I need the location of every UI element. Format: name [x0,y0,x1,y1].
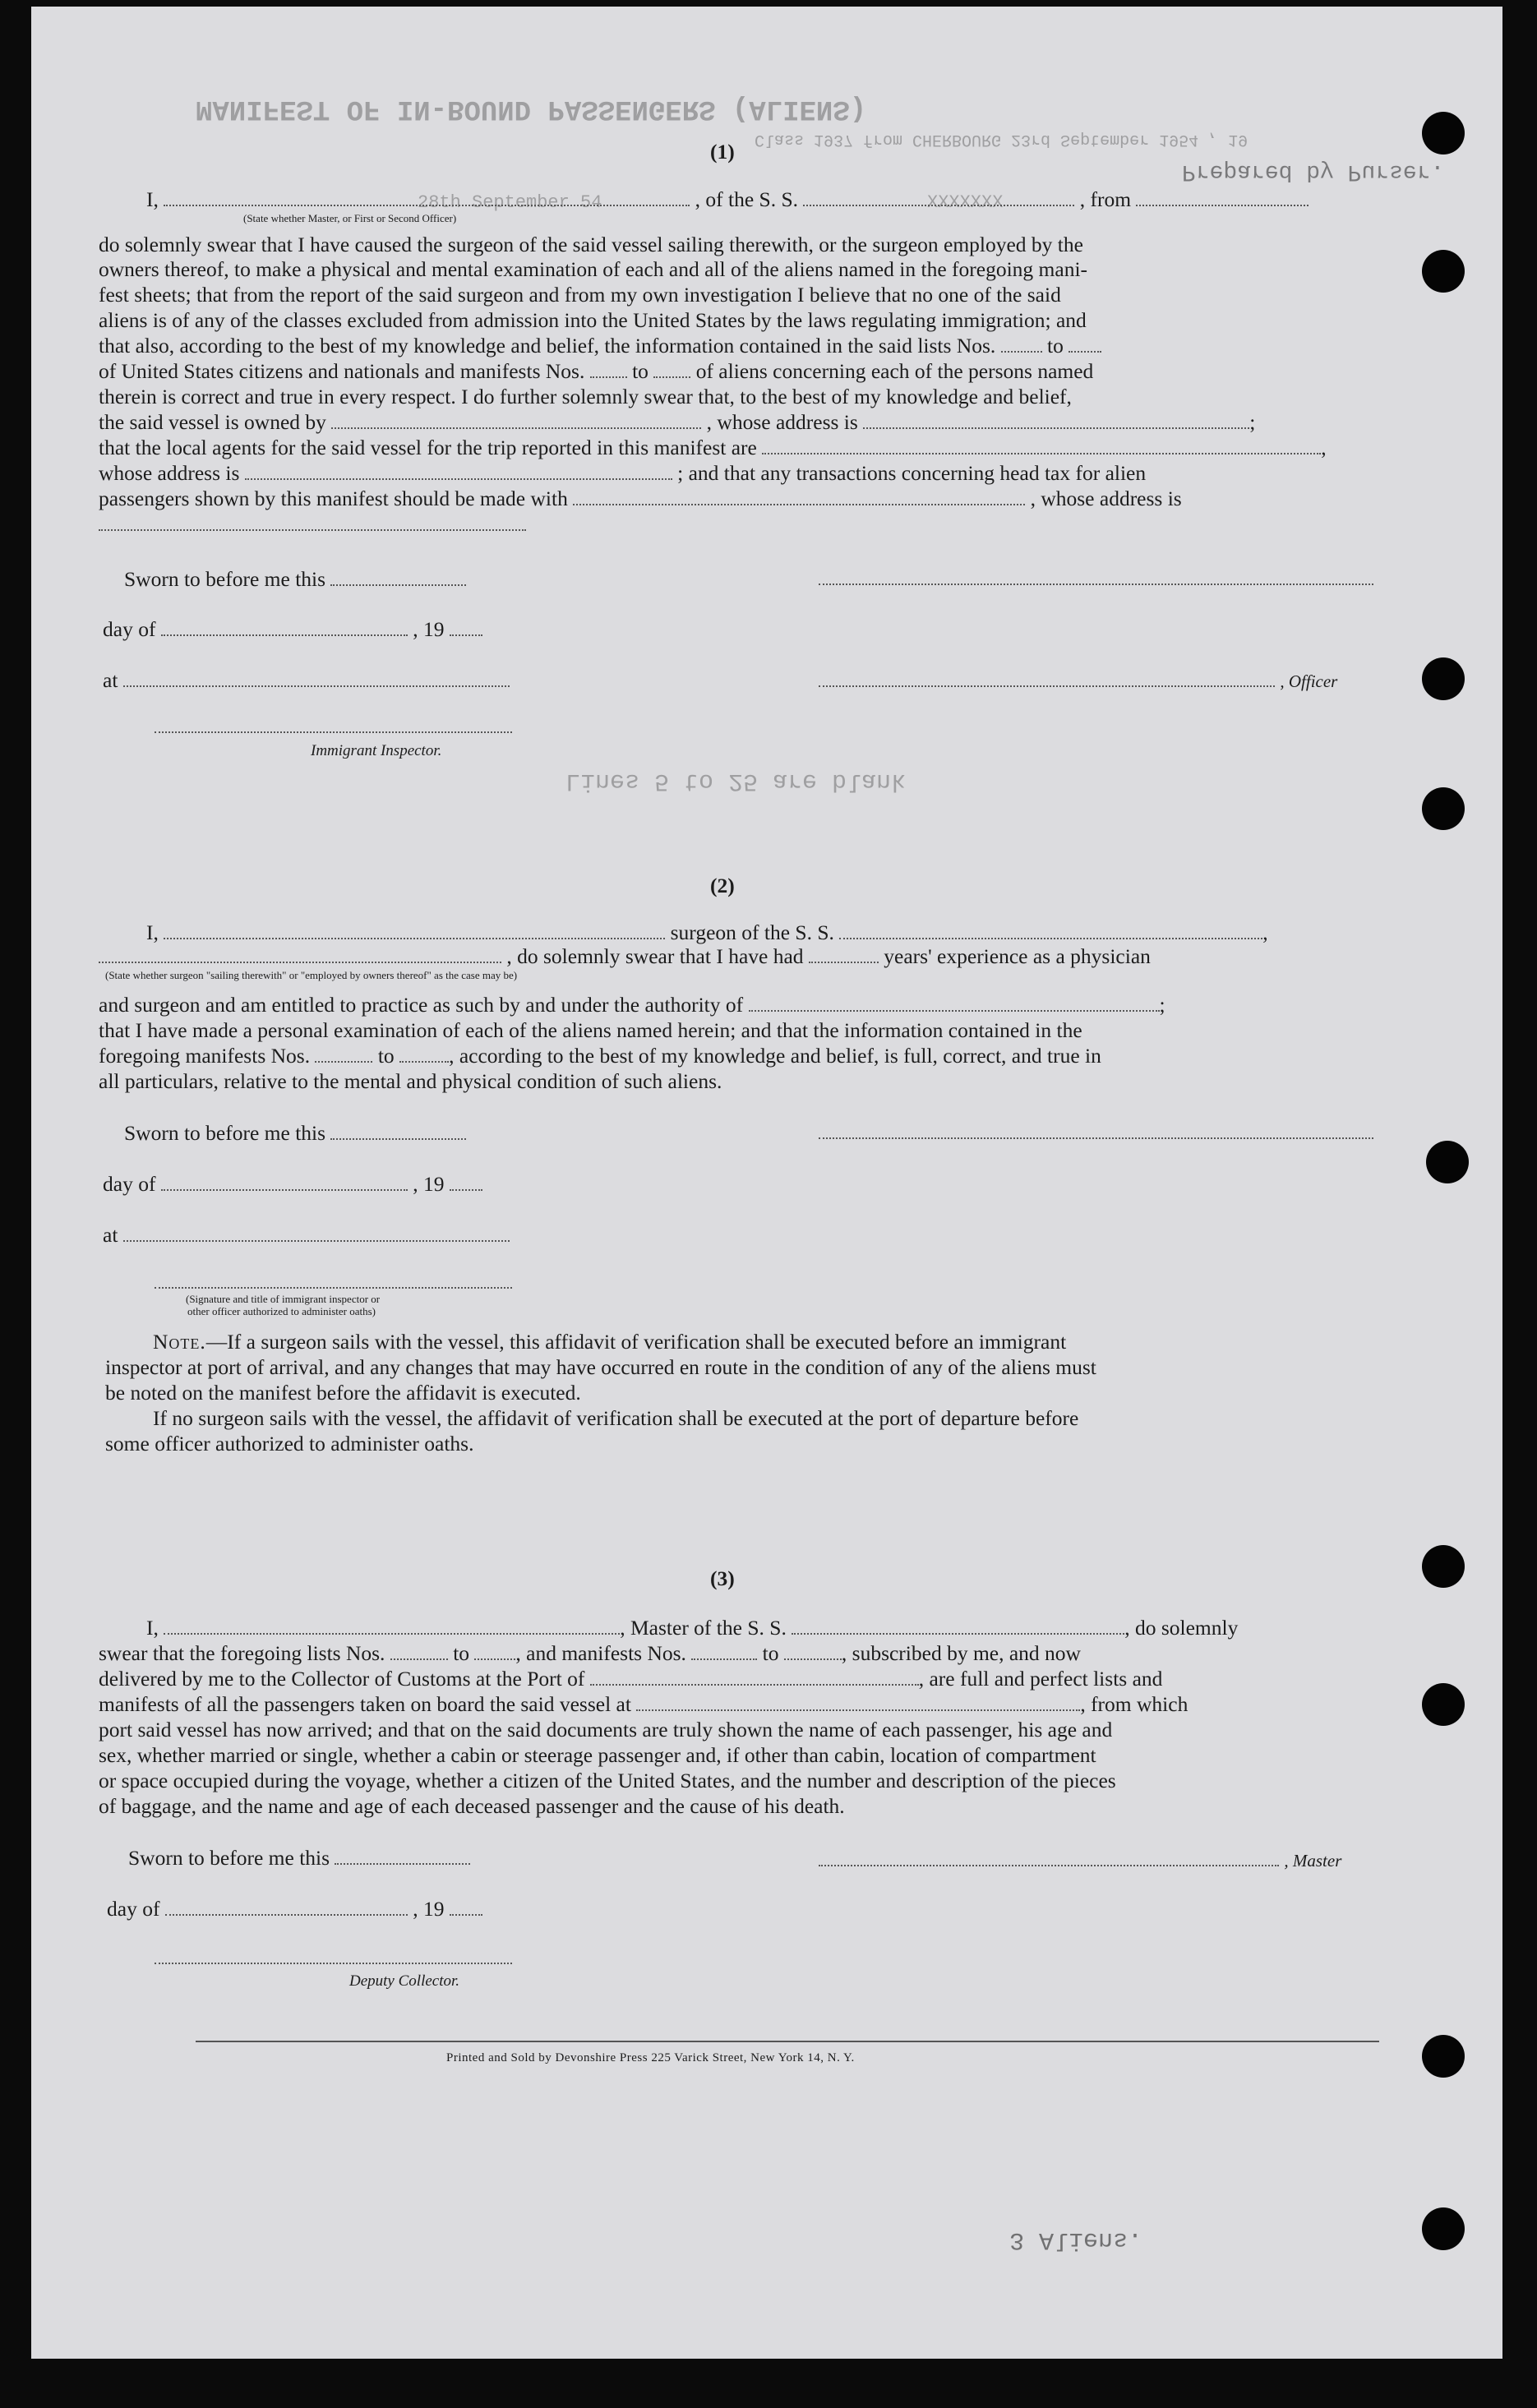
section-1-day-of-label: day of [103,617,156,641]
agent-address-field[interactable] [245,462,672,480]
from-label: , from [1079,187,1132,211]
note-label: Note. [153,1330,206,1354]
section-2-sworn [124,1121,466,1146]
section-3-year-field[interactable] [450,1898,482,1916]
manifests-to-label: to [632,359,648,383]
section-2-surgeon-sig-line[interactable] [819,1136,1373,1139]
section-1-para-line-6 [99,359,1093,384]
section-2-line-i: I, surgeon of the S. S. , [146,920,1268,944]
surgeon-type-field[interactable] [99,945,501,963]
punch-hole-3 [1422,657,1465,700]
manifest-page [31,7,1502,2359]
footer-rule [196,2041,1379,2042]
section-2-para-line-2: that I have made a personal examination of each of the aliens named herein; and that the information contained in the [99,1018,1082,1042]
local-agents-text: that the local agents for the said vessel for the trip reported in this manifest are [99,436,757,459]
section-3-line-4 [99,1692,1188,1717]
master-label: , Master [1284,1851,1342,1871]
section-3-day-of [107,1897,482,1921]
section-1-sworn [124,567,466,592]
deputy-collector-label: Deputy Collector. [349,1972,460,1990]
note-text-1: —If a surgeon sails with the vessel, this affidavit of verification shall be executed before an immigrant [205,1330,1067,1354]
lists-to-field[interactable] [1069,334,1101,353]
section-3-lists-from-field[interactable] [390,1642,448,1660]
passengers-shown-text: passengers shown by this manifest should be made with [99,487,568,510]
surgeon-name-field[interactable] [164,921,665,939]
section-1-para-line-12 [99,512,526,537]
ghost-aliens-count: 3 Aliens. [1009,2226,1143,2253]
lists-from-field[interactable] [1001,334,1042,353]
section-2-day-of-label: day of [103,1172,156,1196]
section-1-at-field[interactable] [123,669,510,687]
master-name-field[interactable] [164,1617,620,1635]
note-line-4: If no surgeon sails with the vessel, the affidavit of verification shall be executed at the port of departure before [153,1406,1079,1430]
section-1-para-line-1: do solemnly swear that I have caused the surgeon of the said vessel sailing therewith, or the surgeon employed by the [99,233,1083,256]
master-vessel-field[interactable] [792,1617,1124,1635]
head-tax-text: ; and that any transactions concerning head tax for alien [677,461,1147,485]
section-1-inspector-line[interactable] [155,730,512,733]
section-1-para-line-7: therein is correct and true in every respect. I do further solemnly swear that, to the best of my knowledge and belief, [99,385,1072,408]
section-1-at [103,668,510,693]
authority-text: and surgeon and am entitled to practice as such by and under the authority of [99,993,744,1017]
section-3-manifests-to-field[interactable] [784,1642,842,1660]
section-1-i-label: I, [146,187,159,211]
section-2-month-field[interactable] [161,1173,408,1191]
years-experience-label: years' experience as a physician [884,944,1151,968]
note-line-1 [153,1330,1066,1354]
section-3-year-label: , 19 [413,1897,445,1921]
section-1-officer-field[interactable] [819,669,1275,687]
lists-nos-text: that also, according to the best of my knowledge and belief, the information contained in the said lists Nos. [99,334,996,358]
section-1-para-line-11 [99,487,1182,511]
section-1-sworn-day-field[interactable] [330,568,466,586]
section-3-sworn-day-field[interactable] [335,1847,470,1865]
of-the-ss-label: , of the S. S. [695,187,799,211]
section-3-para-line-4: of baggage, and the name and age of each deceased passenger and the cause of his death. [99,1794,845,1818]
section-3-month-field[interactable] [165,1898,408,1916]
whose-address-label-2: , whose address is [1030,487,1182,510]
section-1-officer-sig-line[interactable] [819,582,1373,585]
port-of-departure-field[interactable] [636,1693,1080,1711]
section-2-year-field[interactable] [450,1173,482,1191]
manifests-to-field[interactable] [653,360,690,378]
section-3-para-line-3: or space occupied during the voyage, whether a citizen of the United States, and the number and description of the pieces [99,1769,1116,1792]
section-1-line-i [146,187,1309,212]
section-2-manifests-from-field[interactable] [315,1045,372,1063]
section-2-para-line-1: and surgeon and am entitled to practice as such by and under the authority of ; [99,993,1165,1017]
section-3-lists-to-label: to [453,1641,470,1665]
note-line-3: be noted on the manifest before the affidavit is executed. [105,1381,581,1405]
are-full-text: , are full and perfect lists and [918,1667,1163,1691]
prepared-by-ghost: Prepared by Purser. [1182,159,1445,184]
section-2-state-note: (State whether surgeon "sailing therewith" or "employed by owners thereof" as the case may be) [105,969,518,981]
punch-hole-6 [1422,1545,1465,1588]
ghost-subtitle: Class 1937 from CHERBOURG 23rd September 1954 , 19 [755,130,1249,149]
section-2-sworn-day-field[interactable] [330,1122,466,1140]
section-2-signature-line[interactable] [155,1285,512,1289]
section-3-manifests-from-field[interactable] [691,1642,757,1660]
aliens-concerning-text: of aliens concerning each of the persons named [695,359,1094,383]
section-3-number: (3) [710,1566,735,1590]
section-1-para-line-4: aliens is of any of the classes excluded from admission into the United States by the laws regulating immigration; and [99,308,1087,332]
section-3-para-line-1: port said vessel has now arrived; and that on the said documents are truly shown the name of each passenger, his age and [99,1718,1113,1741]
authority-field[interactable] [749,994,1160,1012]
ghost-vessel: XXXXXXX [927,192,1004,213]
foregoing-manifests-text: foregoing manifests Nos. [99,1044,311,1068]
section-3-lists-to-field[interactable] [474,1642,515,1660]
section-2-para-line-3 [99,1044,1101,1068]
owned-by-text: the said vessel is owned by [99,410,326,434]
officer-name-field[interactable] [164,188,690,206]
section-2-i-label: I, [146,920,159,944]
note-line-5: some officer authorized to administer oaths. [105,1432,474,1455]
section-1-para-line-9: that the local agents for the said vessel for the trip reported in this manifest are , [99,436,1327,459]
owner-address-field[interactable] [863,411,1249,429]
section-2-day-of [103,1172,482,1197]
section-3-para-line-2: sex, whether married or single, whether a cabin or steerage passenger and, if other than cabin, location of compartment [99,1743,1096,1767]
ghost-lines-blank: Lines 5 to 25 are blank [565,767,907,795]
citizens-text: of United States citizens and nationals and manifests Nos. [99,359,585,383]
head-tax-address-field[interactable] [99,513,526,531]
master-of-label: , Master of the S. S. [620,1616,787,1640]
section-1-state-note: (State whether Master, or First or Second Officer) [243,212,457,224]
from-port-field[interactable] [1136,188,1309,206]
section-1-para-line-10 [99,461,1146,486]
section-3-line-3 [99,1667,1162,1691]
section-1-officer-line [819,668,1337,694]
surgeon-vessel-field[interactable] [839,921,1262,939]
printer-imprint: Printed and Sold by Devonshire Press 225 Varick Street, New York 14, N. Y. [446,2051,855,2064]
delivered-text: delivered by me to the Collector of Customs at the Port of [99,1667,585,1691]
section-1-para-line-3: fest sheets; that from the report of the said surgeon and from my own investigation I believe that no one of the said [99,283,1061,307]
section-3-sworn [128,1846,470,1871]
ghost-title: MANIFEST OF IN-BOUND PASSENGERS (ALIENS) [196,93,867,124]
years-experience-field[interactable] [809,945,879,963]
do-solemnly-label: , do solemnly swear that I have had [506,944,804,968]
section-3-line-1 [146,1616,1238,1640]
owner-field[interactable] [331,411,701,429]
swear-lists-text: swear that the foregoing lists Nos. [99,1641,385,1665]
punch-hole-5 [1426,1141,1469,1183]
surgeon-of-label: surgeon of the S. S. [670,920,834,944]
section-2-line-2 [99,944,1151,969]
local-agents-field[interactable] [762,436,1321,454]
section-2-para-line-4: all particulars, relative to the mental and physical condition of such aliens. [99,1069,722,1093]
section-3-collector-line[interactable] [155,1961,512,1964]
section-1-day-of [103,617,482,642]
subscribed-text: , subscribed by me, and now [841,1641,1081,1665]
section-2-sworn-label: Sworn to before me this [124,1121,326,1145]
section-1-at-label: at [103,668,118,692]
section-1-year-field[interactable] [450,618,482,636]
section-3-line-2 [99,1641,1081,1666]
section-3-day-of-label: day of [107,1897,160,1921]
signature-note-line-2: other officer authorized to administer oaths) [187,1305,376,1317]
section-2-year-label: , 19 [413,1172,445,1196]
section-2-at [103,1223,510,1248]
port-of-arrival-field[interactable] [590,1668,919,1686]
manifests-all-text: manifests of all the passengers taken on board the said vessel at [99,1692,631,1716]
lists-to-label: to [1047,334,1064,358]
whose-address-text: whose address is [99,461,240,485]
do-solemnly-3-label: , do solemnly [1124,1616,1239,1640]
punch-hole-8 [1422,2035,1465,2078]
immigrant-inspector-label: Immigrant Inspector. [311,742,442,759]
signature-note-line-1: (Signature and title of immigrant inspector or [186,1293,381,1305]
officer-label: , Officer [1280,671,1338,691]
section-1-para-line-2: owners thereof, to make a physical and mental examination of each and all of the aliens named in the foregoing mani- [99,257,1088,281]
punch-hole-4 [1422,787,1465,830]
section-2-manifests-to-field[interactable] [399,1045,449,1063]
section-2-at-label: at [103,1223,118,1247]
section-1-para-line-5 [99,334,1101,358]
section-2-to-label: to [377,1044,395,1068]
and-manifests-text: , and manifests Nos. [515,1641,686,1665]
section-3-manifests-to-label: to [762,1641,779,1665]
section-1-number: (1) [710,140,735,164]
punch-hole-9 [1422,2207,1465,2250]
section-1-sworn-label: Sworn to before me this [124,567,326,591]
head-tax-agent-field[interactable] [573,487,1025,505]
punch-hole-2 [1422,250,1465,293]
ghost-typed-date: 28th September 54 [418,192,602,213]
punch-hole-1 [1422,112,1465,155]
according-text: , according to the best of my knowledge and belief, is full, correct, and true in [449,1044,1101,1068]
section-1-month-field[interactable] [161,618,408,636]
section-3-master-line [819,1848,1341,1873]
note-line-2: inspector at port of arrival, and any changes that may have occurred en route in the condition of any of the aliens must [105,1355,1096,1379]
section-1-para-line-8: the said vessel is owned by , whose address is ; [99,410,1256,434]
punch-hole-7 [1422,1683,1465,1726]
section-2-number: (2) [710,874,735,897]
section-2-at-field[interactable] [123,1224,510,1242]
section-3-master-sig-field[interactable] [819,1848,1279,1866]
section-3-i-label: I, [146,1616,159,1640]
whose-address-label: , whose address is [706,410,858,434]
from-which-text: , from which [1080,1692,1189,1716]
section-1-year-label: , 19 [413,617,445,641]
section-3-sworn-label: Sworn to before me this [128,1846,330,1870]
manifests-from-field[interactable] [590,360,627,378]
vessel-name-field[interactable] [803,188,1074,206]
